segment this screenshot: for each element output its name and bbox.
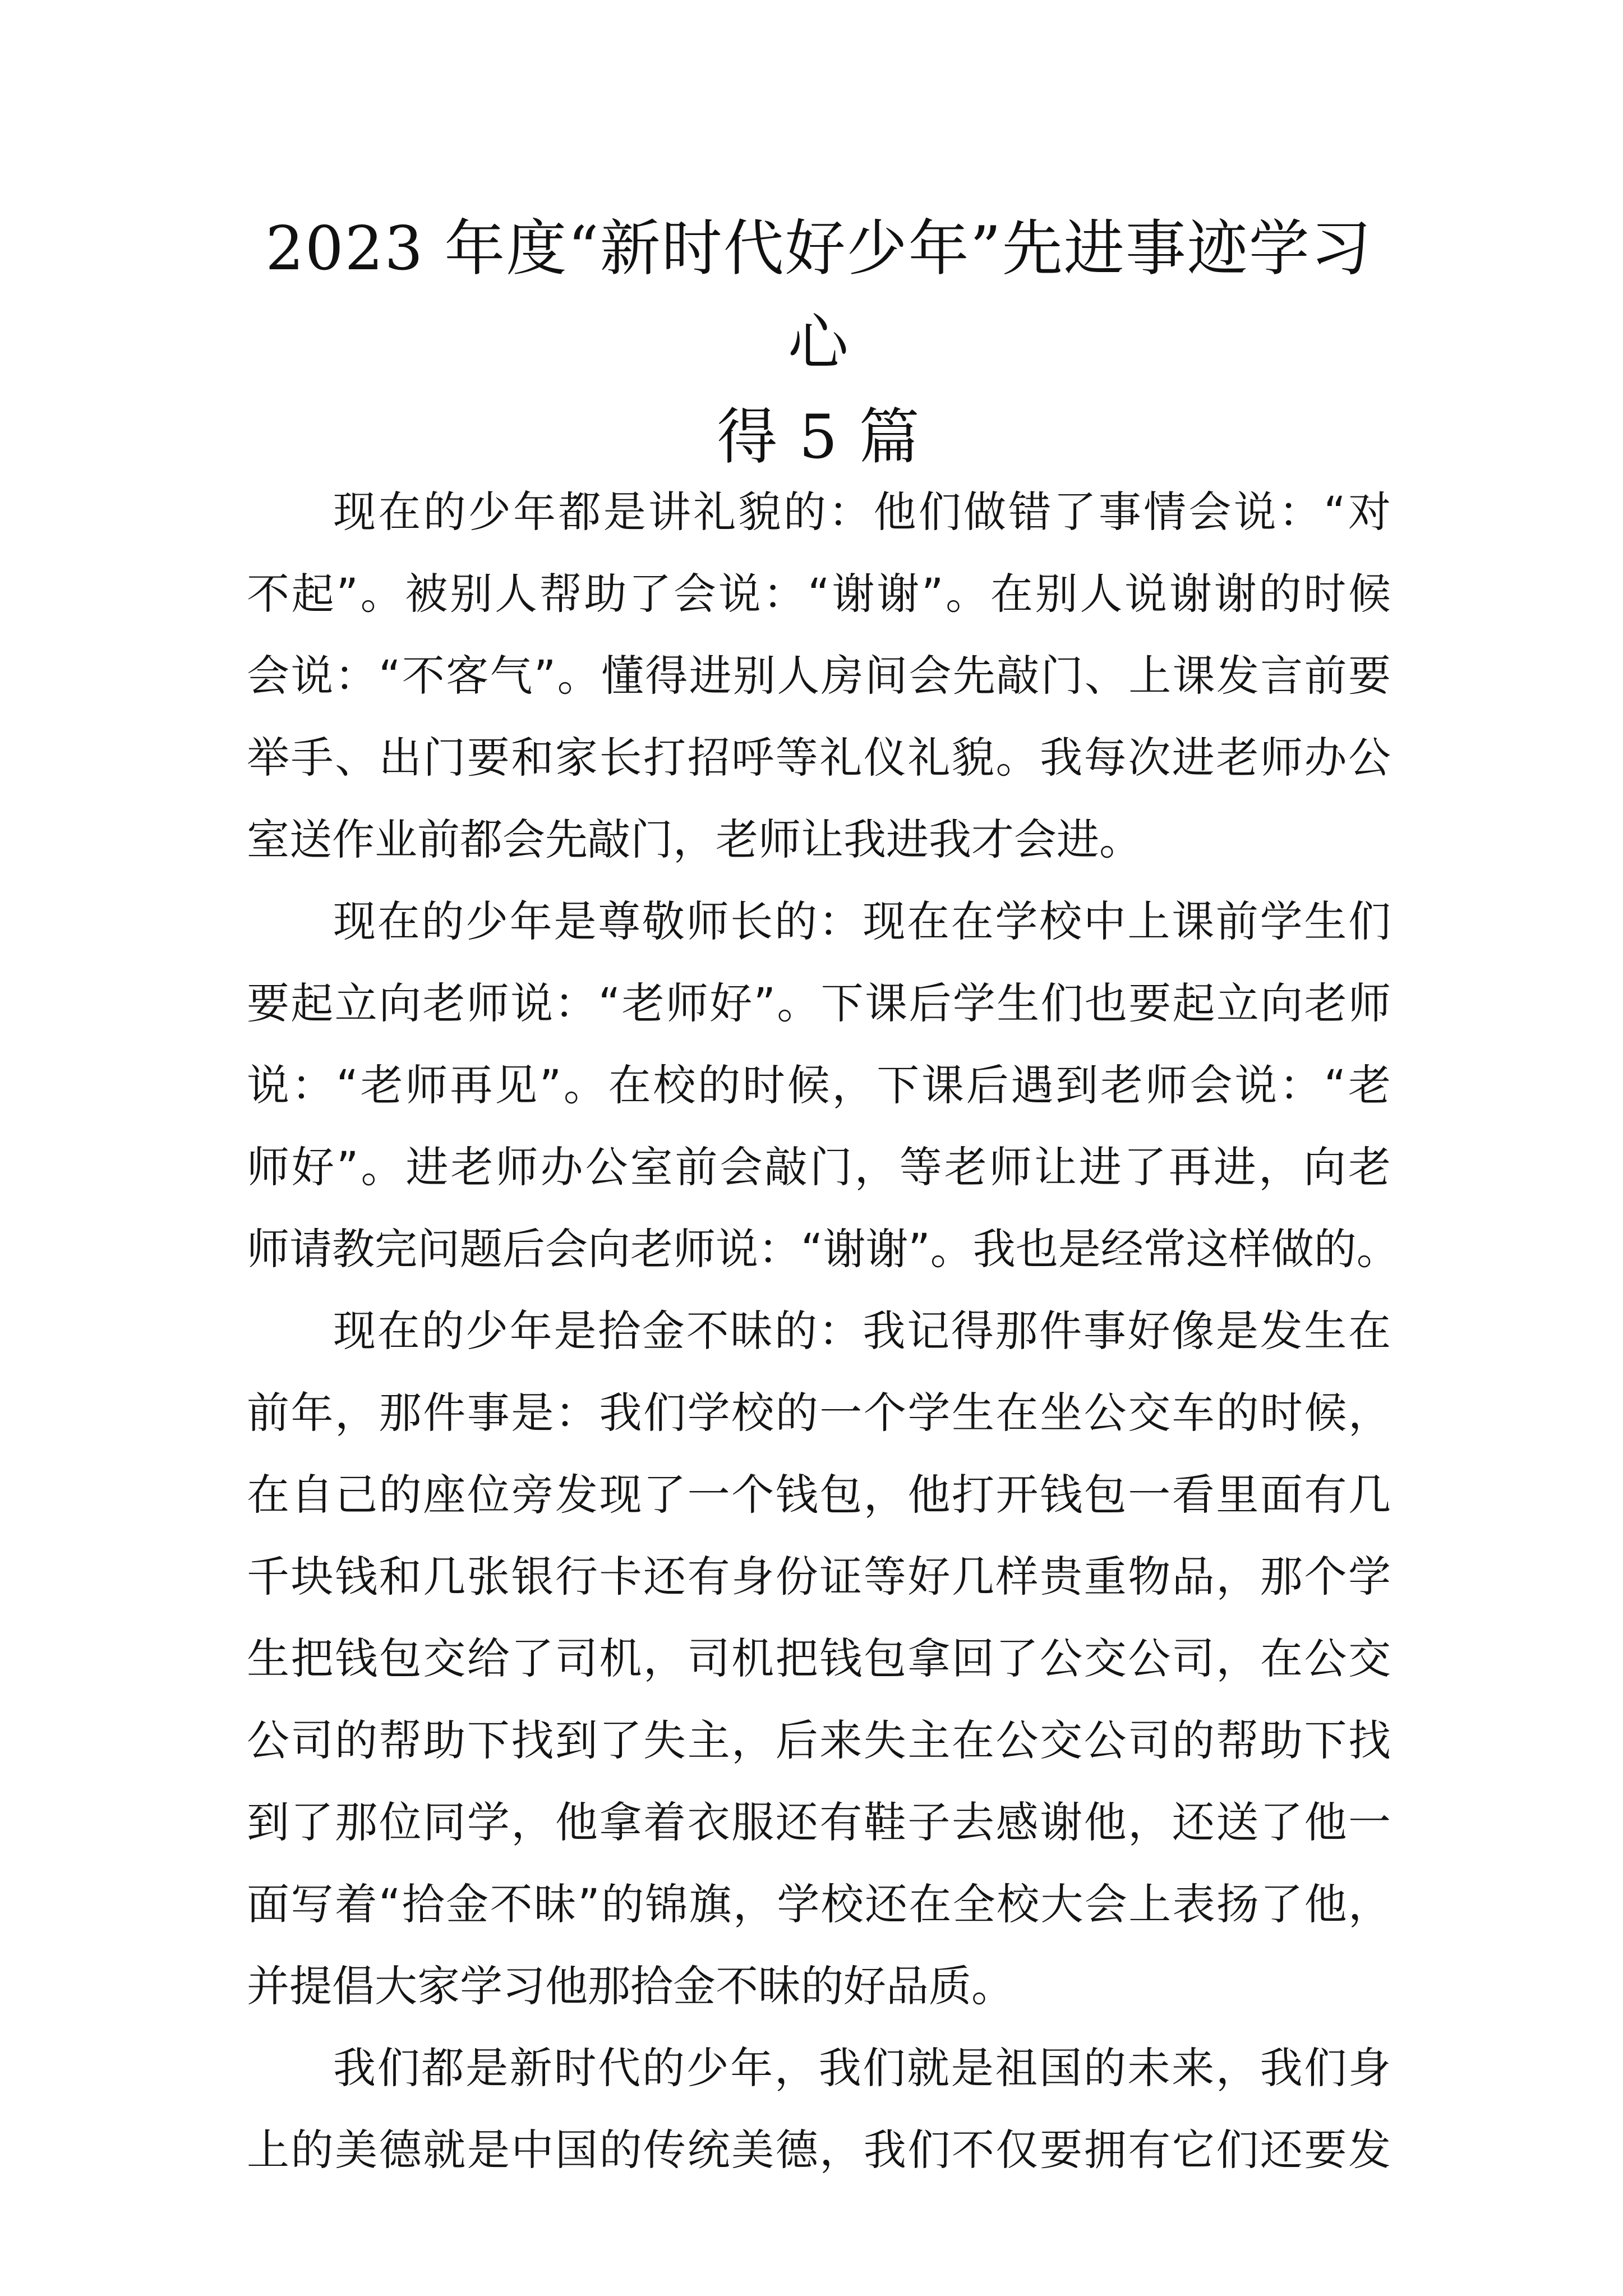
paragraph-courtesy (247, 471, 1391, 881)
text-line: 不起”。被别人帮助了会说：“谢谢”。在别人说谢谢的时候 (247, 569, 1391, 619)
text-line: 前年，那件事是：我们学校的一个学生在坐公交车的时候， (247, 1388, 1391, 1438)
text-line: 会说：“不客气”。懂得进别人房间会先敲门、上课发言前要 (247, 651, 1391, 701)
text-line: 公司的帮助下找到了失主，后来失主在公交公司的帮助下找 (247, 1715, 1391, 1765)
text-line: 上的美德就是中国的传统美德，我们不仅要拥有它们还要发 (247, 2125, 1391, 2175)
text-line: 说：“老师再见”。在校的时候，下课后遇到老师会说：“老 (247, 1060, 1391, 1110)
text-line: 室送作业前都会先敲门，老师让我进我才会进。 (247, 815, 1142, 864)
text-line: 师好”。进老师办公室前会敲门，等老师让进了再进，向老 (247, 1142, 1391, 1192)
text-line: 生把钱包交给了司机，司机把钱包拿回了公交公司，在公交 (247, 1634, 1391, 1683)
text-line: 要起立向老师说：“老师好”。下课后学生们也要起立向老师 (247, 978, 1391, 1028)
text-line: 面写着“拾金不昧”的锦旗，学校还在全校大会上表扬了他， (247, 1879, 1391, 1929)
text-line: 现在的少年是拾金不昧的：我记得那件事好像是发生在 (333, 1306, 1391, 1356)
text-line: 并提倡大家学习他那拾金不昧的好品质。 (247, 1961, 1014, 2011)
title-line: 得 5 篇 (717, 402, 921, 472)
document-body (247, 471, 1399, 2191)
text-line: 现在的少年都是讲礼貌的：他们做错了事情会说：“对 (333, 487, 1391, 537)
text-line: 在自己的座位旁发现了一个钱包，他打开钱包一看里面有几 (247, 1470, 1391, 1520)
text-line: 我们都是新时代的少年，我们就是祖国的未来，我们身 (333, 2043, 1391, 2093)
paragraph-new-era (247, 2027, 1391, 2191)
text-line: 举手、出门要和家长打招呼等礼仪礼貌。我每次进老师办公 (247, 733, 1391, 783)
paragraph-honesty (247, 1290, 1391, 2027)
text-line: 师请教完问题后会向老师说：“谢谢”。我也是经常这样做的。 (247, 1224, 1399, 1274)
text-line: 千块钱和几张银行卡还有身份证等好几样贵重物品，那个学 (247, 1552, 1391, 1602)
title-line: 2023 年度“新时代好少年”先进事迹学习心 (265, 214, 1372, 378)
document-title (247, 202, 1391, 485)
text-line: 到了那位同学，他拿着衣服还有鞋子去感谢他，还送了他一 (247, 1797, 1391, 1847)
text-line: 现在的少年是尊敬师长的：现在在学校中上课前学生们 (333, 896, 1391, 946)
paragraph-respect-teachers (247, 881, 1399, 1290)
